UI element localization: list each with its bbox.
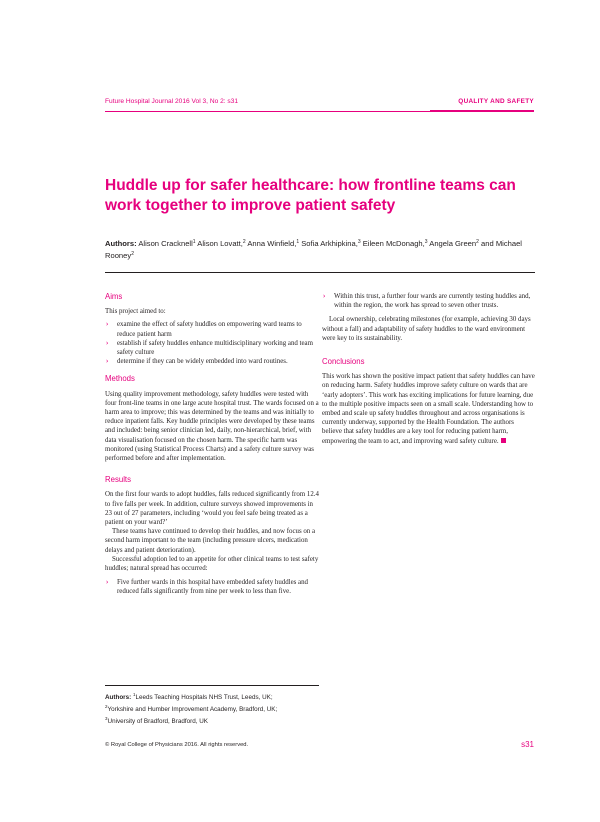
affiliation-line xyxy=(105,715,319,727)
article-title: Huddle up for safer healthcare: how frontline teams can work together to improve patient safety xyxy=(105,177,516,214)
aims-intro: This project aimed to: xyxy=(105,308,166,316)
author-list xyxy=(105,238,535,261)
author-affiliation-marker: 1 xyxy=(192,239,196,245)
running-header xyxy=(105,98,534,110)
results-closing: Local ownership, celebrating milestones (for example, achieving 30 days without a fall) and adaptability of safety huddles to the ward environment were key to its sustainability. xyxy=(322,316,531,342)
results-paragraph: Successful adoption led to an appetite for other clinical teams to test safety huddles; natural spread has occurred: xyxy=(105,555,319,573)
section-tag: QUALITY AND SAFETY xyxy=(458,98,534,105)
author-name: and Michael Rooney xyxy=(105,239,522,260)
affiliation-marker: 3 xyxy=(105,715,108,721)
page-number: s31 xyxy=(521,740,534,749)
conclusions-heading: Conclusions xyxy=(322,357,365,367)
journal-citation: Future Hospital Journal 2016 Vol 3, No 2: s31 xyxy=(105,98,239,105)
author-name: Sofia Arkhipkina, xyxy=(301,239,358,248)
author-affiliation-marker: 2 xyxy=(476,239,479,245)
author-affiliation-marker: 3 xyxy=(357,239,361,245)
aims-list xyxy=(105,320,319,366)
affiliations-divider xyxy=(105,685,319,686)
aims-bullet: › examine the effect of safety huddles on empowering ward teams to reduce patient harm xyxy=(105,320,319,338)
author-affiliation-marker: 1 xyxy=(296,239,300,245)
affiliation-text: Leeds Teaching Hospitals NHS Trust, Leeds, UK; xyxy=(135,694,273,702)
authors-divider xyxy=(105,272,535,273)
affiliation-line xyxy=(105,691,319,703)
author-name: Alison Cracknell xyxy=(138,239,193,248)
affiliation-marker: 2 xyxy=(105,703,108,709)
author-affiliation-marker: 3 xyxy=(424,239,428,245)
affiliation-marker: 1 xyxy=(132,692,136,697)
results-paragraph: These teams have continued to develop their huddles, and now focus on a second harm important to the team (including pressure ulcers, medication delays and patient deterioration). xyxy=(105,528,316,554)
copyright: © Royal College of Physicians 2016. All rights reserved. xyxy=(105,742,249,748)
aims-bullet: › determine if they can be widely embedded into ward routines. xyxy=(105,357,319,366)
methods-text: Using quality improvement methodology, safety huddles were tested with four front-line teams in one large acute hospital trust. The wards focused on a harm area to improve; this was determined by the teams and was initially to reduce inpatient falls. Key huddle principles were developed by these teams and included: being senior clinician led, daily, non-hierarchical, brief, with data visualisation focused on the chosen harm. The specific harm was monitored (using Statistical Process Charts) and a safety culture survey was performed before and after implementation. xyxy=(105,390,319,463)
author-name: Angela Green xyxy=(429,239,477,248)
end-of-article-icon xyxy=(501,438,506,443)
results-bullet: › Within this trust, a further four wards are currently testing huddles and, within the region, the work has spread to seven other trusts. xyxy=(322,292,535,310)
results-heading: Results xyxy=(105,475,131,485)
authors-label: Authors: xyxy=(105,239,137,248)
header-rule xyxy=(105,111,430,112)
author-affiliation-marker: 2 xyxy=(242,239,246,245)
results-list xyxy=(105,578,319,596)
header-rule-accent xyxy=(430,110,534,112)
methods-heading: Methods xyxy=(105,374,135,384)
aims-bullet: › establish if safety huddles enhance multidisciplinary working and team safety culture xyxy=(105,339,319,357)
affiliation-text: University of Bradford, Bradford, UK xyxy=(107,717,208,725)
results-list-continued xyxy=(322,292,535,310)
right-column xyxy=(322,292,535,492)
affiliation-text: Yorkshire and Humber Improvement Academy, Bradford, UK; xyxy=(107,705,278,713)
aims-heading: Aims xyxy=(105,292,123,301)
conclusions-text xyxy=(322,372,535,446)
left-column xyxy=(105,292,319,682)
author-name: Alison Lovatt, xyxy=(197,239,243,248)
author-names xyxy=(105,239,522,260)
results-bullet: › Five further wards in this hospital have embedded safety huddles and reduced falls significantly from nine per week to less than five. xyxy=(105,578,319,596)
author-affiliation-marker: 2 xyxy=(131,250,134,257)
affiliations xyxy=(105,691,319,727)
affiliations-label: Authors: xyxy=(105,694,132,702)
author-name: Eileen McDonagh, xyxy=(362,239,425,248)
conclusions-body: This work has shown the positive impact patient that safety huddles can have on reducing harm. Safety huddles improve safety culture on wards that are ‘early adopters’. This work has exciting implications for future learning, due to the multiple positive impacts seen on a small scale. Understanding how to embed and scale up safety huddles throughout and across organisations is currently underway, supported by the Health Foundation. The authors believe that safety huddles are a key tool for reducing patient harm, empowering the team to act, and improving ward safety culture. xyxy=(322,373,535,445)
affiliation-line xyxy=(105,703,319,715)
author-name: Anna Winfield, xyxy=(247,239,297,248)
results-paragraph: On the first four wards to adopt huddles, falls reduced significantly from 12.4 to five falls per week. In addition, culture surveys showed improvements in 23 out of 27 parameters, including ‘would you feel safe being treated as a patient on your ward?’ xyxy=(105,491,319,527)
